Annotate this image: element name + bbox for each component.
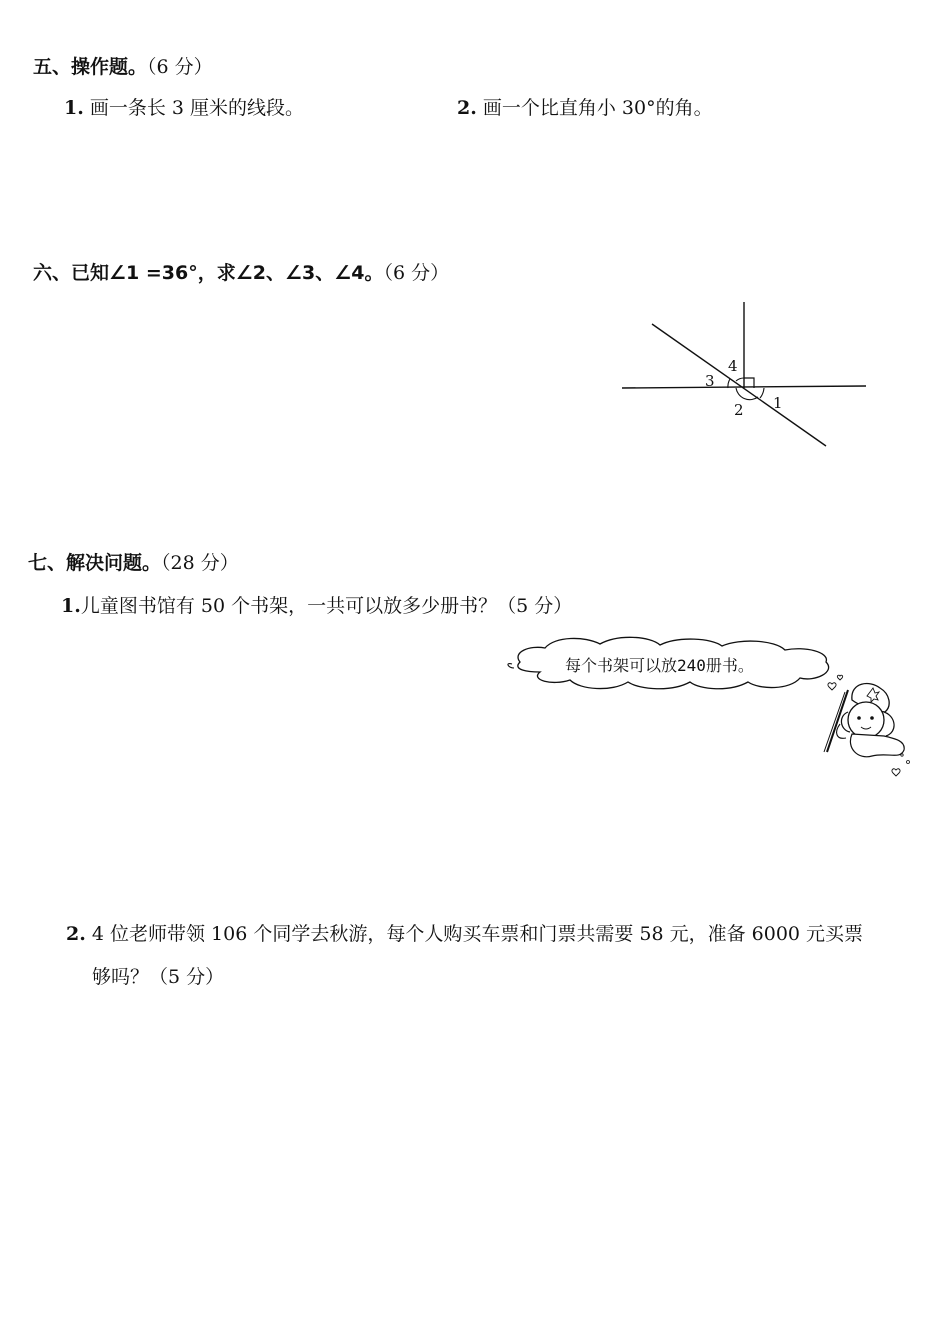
speech-bubble-text: 每个书架可以放240册书。 (565, 656, 754, 675)
heart-icon (892, 769, 900, 776)
section-6-title: 六、已知∠1 =36°，求∠2、∠3、∠4。 (33, 262, 384, 284)
angle-label-3: 3 (705, 372, 715, 390)
question-number: 1. (61, 595, 81, 617)
angle-label-2: 2 (734, 401, 744, 419)
section-7-title: 七、解决问题。 (28, 552, 162, 574)
section-7-score: （28 分） (161, 552, 239, 574)
question-score: （5 分） (497, 595, 573, 617)
character-body (850, 734, 904, 757)
question-text: 画一条长 3 厘米的线段。 (89, 97, 305, 119)
section-7-question-2 (66, 919, 863, 946)
question-text: 儿童图书馆有 50 个书架，一共可以放多少册书？ (80, 595, 498, 617)
section-5-title: 五、操作题。 (33, 56, 148, 78)
section-5-score: （6 分） (147, 56, 213, 78)
character-head (848, 702, 884, 738)
angle-label-4: 4 (728, 357, 738, 375)
question-number: 1. (64, 97, 84, 119)
question-score: （5 分） (149, 966, 225, 988)
heart-icon (828, 683, 836, 690)
section-6-score: （6 分） (383, 262, 450, 284)
question-number: 2. (457, 97, 477, 119)
question-text-line-2: 够吗？ (92, 966, 150, 988)
heart-icon (837, 675, 842, 680)
angle-label-1: 1 (773, 394, 783, 412)
wand (827, 690, 848, 752)
question-number: 2. (66, 923, 86, 945)
question-text-line-1: 4 位老师带领 106 个同学去秋游，每个人购买车票和门票共需要 58 元，准备 6000 元买票 (91, 923, 864, 945)
section-7-question-2-continued (92, 962, 224, 989)
question-text: 画一个比直角小 30°的角。 (482, 97, 713, 119)
